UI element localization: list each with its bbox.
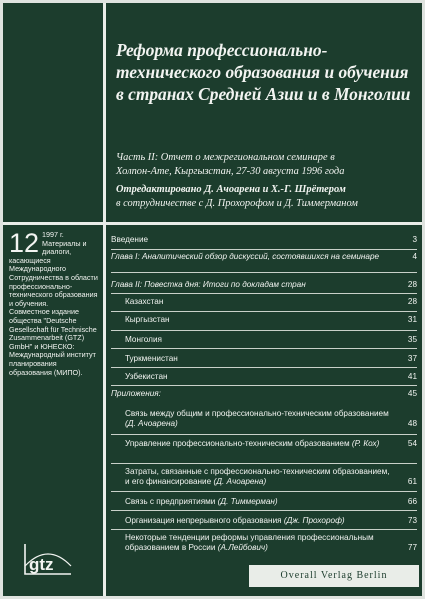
- toc-entry: Связь с предприятиями (Д. Тиммерман) 66: [125, 497, 417, 506]
- divider: [111, 529, 417, 530]
- divider: [111, 491, 417, 492]
- series-number: 12: [9, 228, 40, 258]
- book-cover: [3, 3, 422, 596]
- book-title: Реформа профессионально-технического образования и обучения в странах Средней Азии и в Монголии: [116, 40, 411, 104]
- gtz-logo: [21, 538, 75, 580]
- collaborators: в сотрудничестве с Д. Прохорофом и Д. Тиммерманом: [116, 198, 358, 209]
- toc-entry: Приложения: 45: [111, 389, 417, 398]
- toc-entry: Затраты, связанные с профессионально-техническим образованием, и его финансирование (Д. Ачоарена) 61: [125, 467, 417, 486]
- toc-entry: Связь между общим и профессионально-техническим образованием (Д. Ачоарена) 48: [125, 409, 417, 428]
- divider: [111, 249, 417, 250]
- divider: [111, 348, 417, 349]
- divider: [111, 311, 417, 312]
- divider: [111, 510, 417, 511]
- subtitle-line-2: Холпон-Ате, Кыргызстан, 27-30 августа 1996 года: [116, 166, 345, 177]
- toc-entry: Некоторые тенденции реформы управления профессиональным образованием в России (А.Лейбович) 77: [125, 533, 417, 552]
- edited-by: Отредактировано Д. Ачоарена и Х.-Г. Шрётером: [116, 184, 346, 195]
- toc-entry: Узбекистан 41: [125, 372, 417, 381]
- divider: [111, 367, 417, 368]
- toc-entry: Монголия 35: [125, 335, 417, 344]
- series-info: [9, 228, 99, 377]
- divider: [111, 272, 417, 273]
- toc-entry: Глава II: Повестка дня: Итоги по докладам стран 28: [111, 280, 417, 289]
- editors: [116, 183, 416, 211]
- divider: [111, 330, 417, 331]
- toc-entry: Туркменистан 37: [125, 354, 417, 363]
- subtitle-line-1: Часть II: Отчет о межрегиональном семинаре в: [116, 152, 335, 163]
- toc-entry: Казахстан 28: [125, 297, 417, 306]
- divider: [111, 293, 417, 294]
- subtitle: [116, 151, 416, 179]
- horizontal-rule: [3, 222, 422, 225]
- toc-entry: Организация непрерывного образования (Дж. Прохороф) 73: [125, 516, 417, 525]
- toc-entry: Глава I: Аналитический обзор дискуссий, состоявшихся на семинаре 4: [111, 252, 417, 261]
- divider: [111, 434, 417, 435]
- toc-entry: Управление профессионально-техническим образованием (Р. Кох) 54: [125, 439, 417, 448]
- divider: [111, 463, 417, 464]
- series-description: 1997 г. Материалы и диалоги, касающиеся Международного Сотрудничества в области профессионально-технического образования и обучения.: [9, 230, 98, 308]
- logo-text: gtz: [29, 555, 54, 574]
- toc-entry: Кыргызстан 31: [125, 315, 417, 324]
- publisher-badge: Overall Verlag Berlin: [249, 565, 419, 587]
- vertical-rule: [103, 3, 106, 596]
- toc-entry: Введение 3: [111, 235, 417, 244]
- divider: [111, 385, 417, 386]
- series-copublication: Совместное издание общества "Deutsche Gesellschaft für Technische Zusammenarbeit (GTZ) GmbH" и ЮНЕСКО: Международный институт планирования образования (МИПО).: [9, 307, 97, 377]
